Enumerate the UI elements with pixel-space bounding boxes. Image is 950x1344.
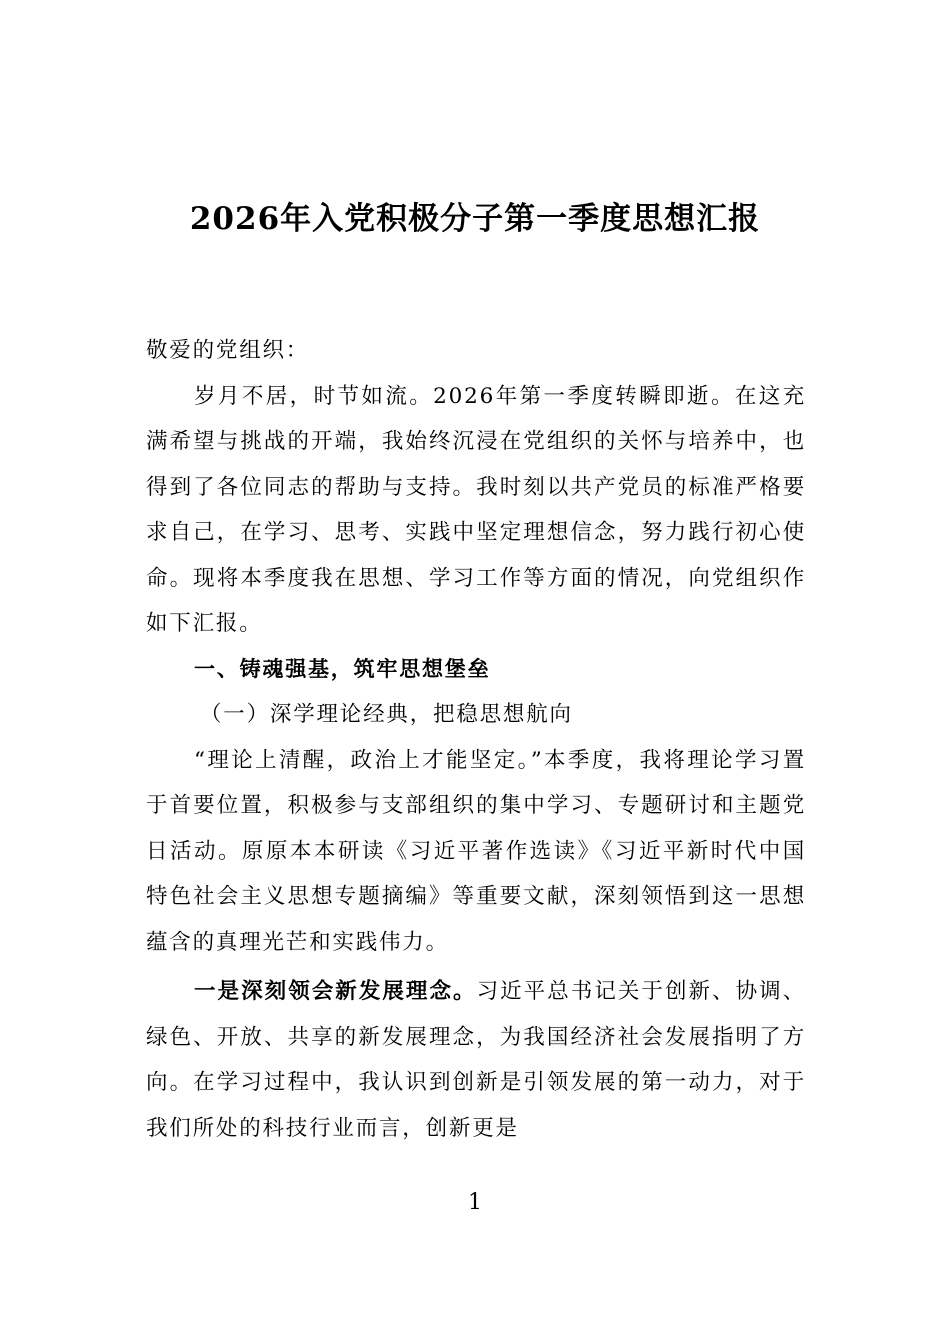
page-number: 1 bbox=[468, 1190, 482, 1215]
subsection-1-paragraph: “理论上清醒，政治上才能坚定。”本季度，我将理论学习置于首要位置，积极参与支部组织的集中学习、专题研讨和主题党日活动。原原本本研读《习近平著作选读》《习近平新时代中国特色社会主义思想专题摘编》等重要文献，深刻领悟到这一思想蕴含的真理光芒和实践伟力。 bbox=[146, 747, 806, 955]
section-heading-1: 一、铸魂强基，筑牢思想堡垒 bbox=[194, 656, 491, 681]
point-1-paragraph bbox=[146, 969, 806, 1151]
document-title: 2026年入党积极分子第一季度思想汇报 bbox=[189, 201, 761, 237]
intro-paragraph: 岁月不居，时节如流。2026年第一季度转瞬即逝。在这充满希望与挑战的开端，我始终沉浸在党组织的关怀与培养中，也得到了各位同志的帮助与支持。我时刻以共产党员的标准严格要求自己，在学习、思考、实践中坚定理想信念，努力践行初心使命。现将本季度我在思想、学习工作等方面的情况，向党组织作如下汇报。 bbox=[146, 383, 806, 636]
point-1-lead: 一是深刻领会新发展理念。 bbox=[194, 979, 477, 1004]
subsection-heading-1: （一）深学理论经典，把稳思想航向 bbox=[200, 702, 573, 727]
document-body bbox=[146, 328, 806, 1151]
salutation: 敬爱的党组织： bbox=[146, 338, 310, 363]
point-1-body: 习近平总书记关于创新、协调、绿色、开放、共享的新发展理念，为我国经济社会发展指明了方向。在学习过程中，我认识到创新是引领发展的第一动力，对于我们所处的科技行业而言，创新更是 bbox=[146, 979, 806, 1141]
